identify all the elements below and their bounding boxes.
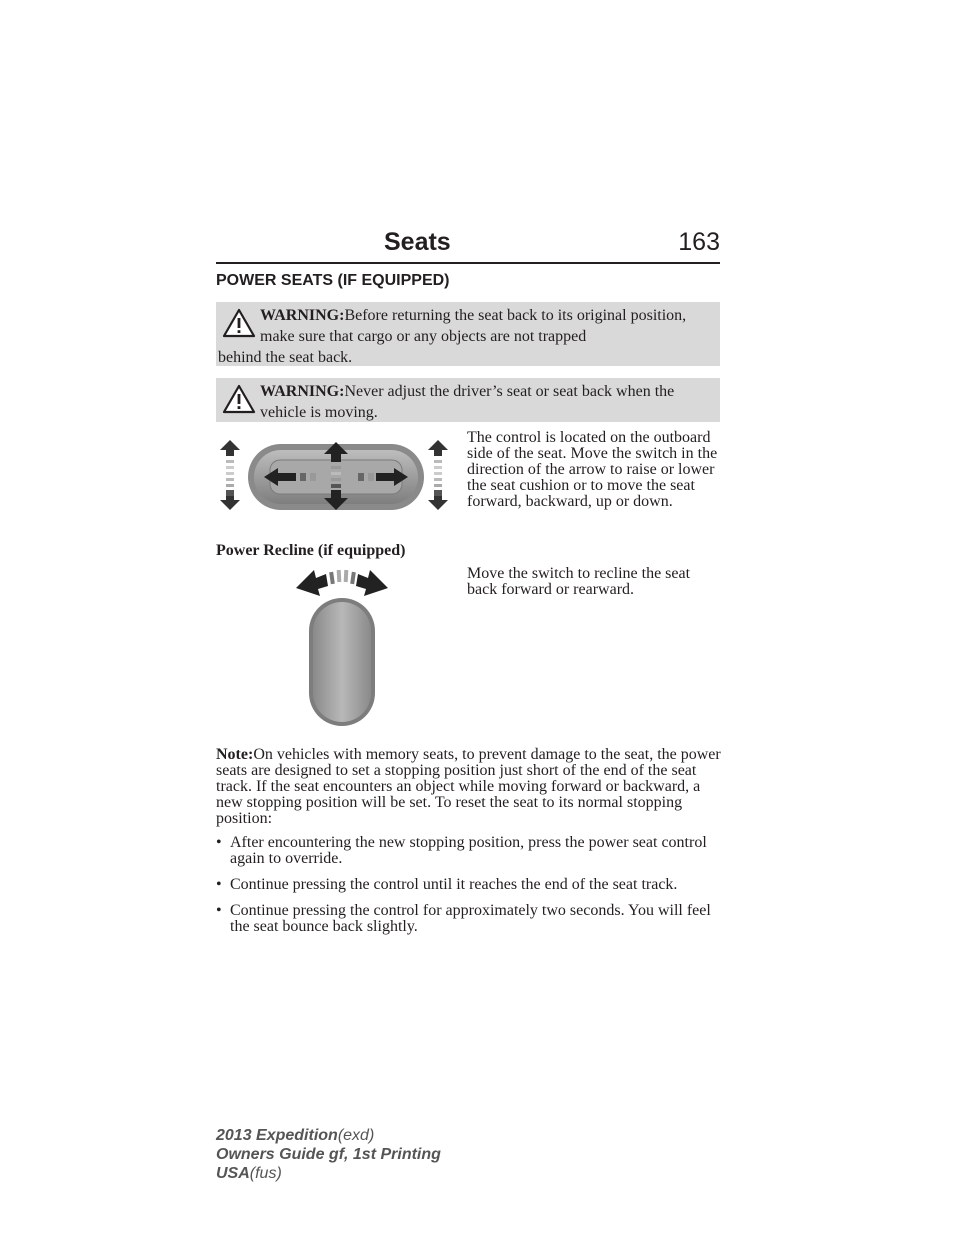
note-paragraph [216,747,722,827]
footer-market-code: (fus) [249,1165,282,1182]
power-seat-control-diagram [218,438,454,514]
list-item-text: Continue pressing the control for approximately two seconds. You will feel the seat bounce back slightly. [230,902,711,935]
bullet-dot: • [216,876,222,893]
warning-box-return-seat [216,302,720,366]
footer-model-code: (exd) [337,1127,375,1144]
list-item [216,877,722,893]
warning-body: Before returning the seat back to its original position, make sure that cargo or any objects are not trapped [260,307,687,345]
power-recline-text: Move the switch to recline the seat back forward or rearward. [467,565,691,598]
list-item [216,835,722,867]
power-seat-control-text: The control is located on the outboard side of the seat. Move the switch in the direction of the arrow to raise or lower the seat cushion or to move the seat forward, backward, up or down. [467,429,718,510]
seat-up-down-arrow-left-icon [220,440,240,510]
warning-label: WARNING: [260,383,345,400]
warning-body: Never adjust the driver’s seat or seat back when the vehicle is moving. [260,383,675,421]
footer-line-market [216,1164,441,1183]
note-text: On vehicles with memory seats, to prevent damage to the seat, the power seats are designed to set a stopping position just short of the end of the seat track. If the seat encounters an object while moving forward or backward, a new stopping position will be set. To reset the seat to its normal stopping position: [216,746,721,827]
warning-box-moving-vehicle [216,378,720,422]
page-footer [216,1126,441,1183]
warning-text [260,305,712,347]
page-header [216,228,720,262]
section-title: POWER SEATS (IF EQUIPPED) [216,272,450,289]
warning-triangle-icon [222,308,256,338]
list-item-text: Continue pressing the control until it reaches the end of the seat track. [230,876,678,893]
warning-body-tail: behind the seat back. [218,349,353,366]
header-rule [216,262,720,264]
list-item-text: After encountering the new stopping position, press the power seat control again to override. [230,834,707,867]
power-recline-heading: Power Recline (if equipped) [216,542,406,559]
power-recline-control-diagram [292,564,392,730]
footer-line-guide: Owners Guide gf, 1st Printing [216,1146,441,1163]
bullet-dot: • [216,902,222,919]
warning-label: WARNING: [260,307,345,324]
list-item [216,903,722,935]
page-number: 163 [678,228,720,256]
footer-model: 2013 Expedition [216,1127,338,1144]
footer-market: USA [216,1165,250,1182]
warning-text [260,381,712,423]
seat-up-down-arrow-right-icon [428,440,448,510]
recline-arrows-icon [296,570,388,596]
note-label: Note: [216,746,254,763]
footer-line-model [216,1126,441,1145]
section-header-title: Seats [384,228,451,256]
warning-triangle-icon [222,384,256,414]
bullet-dot: • [216,834,222,851]
bullet-list [216,835,722,945]
